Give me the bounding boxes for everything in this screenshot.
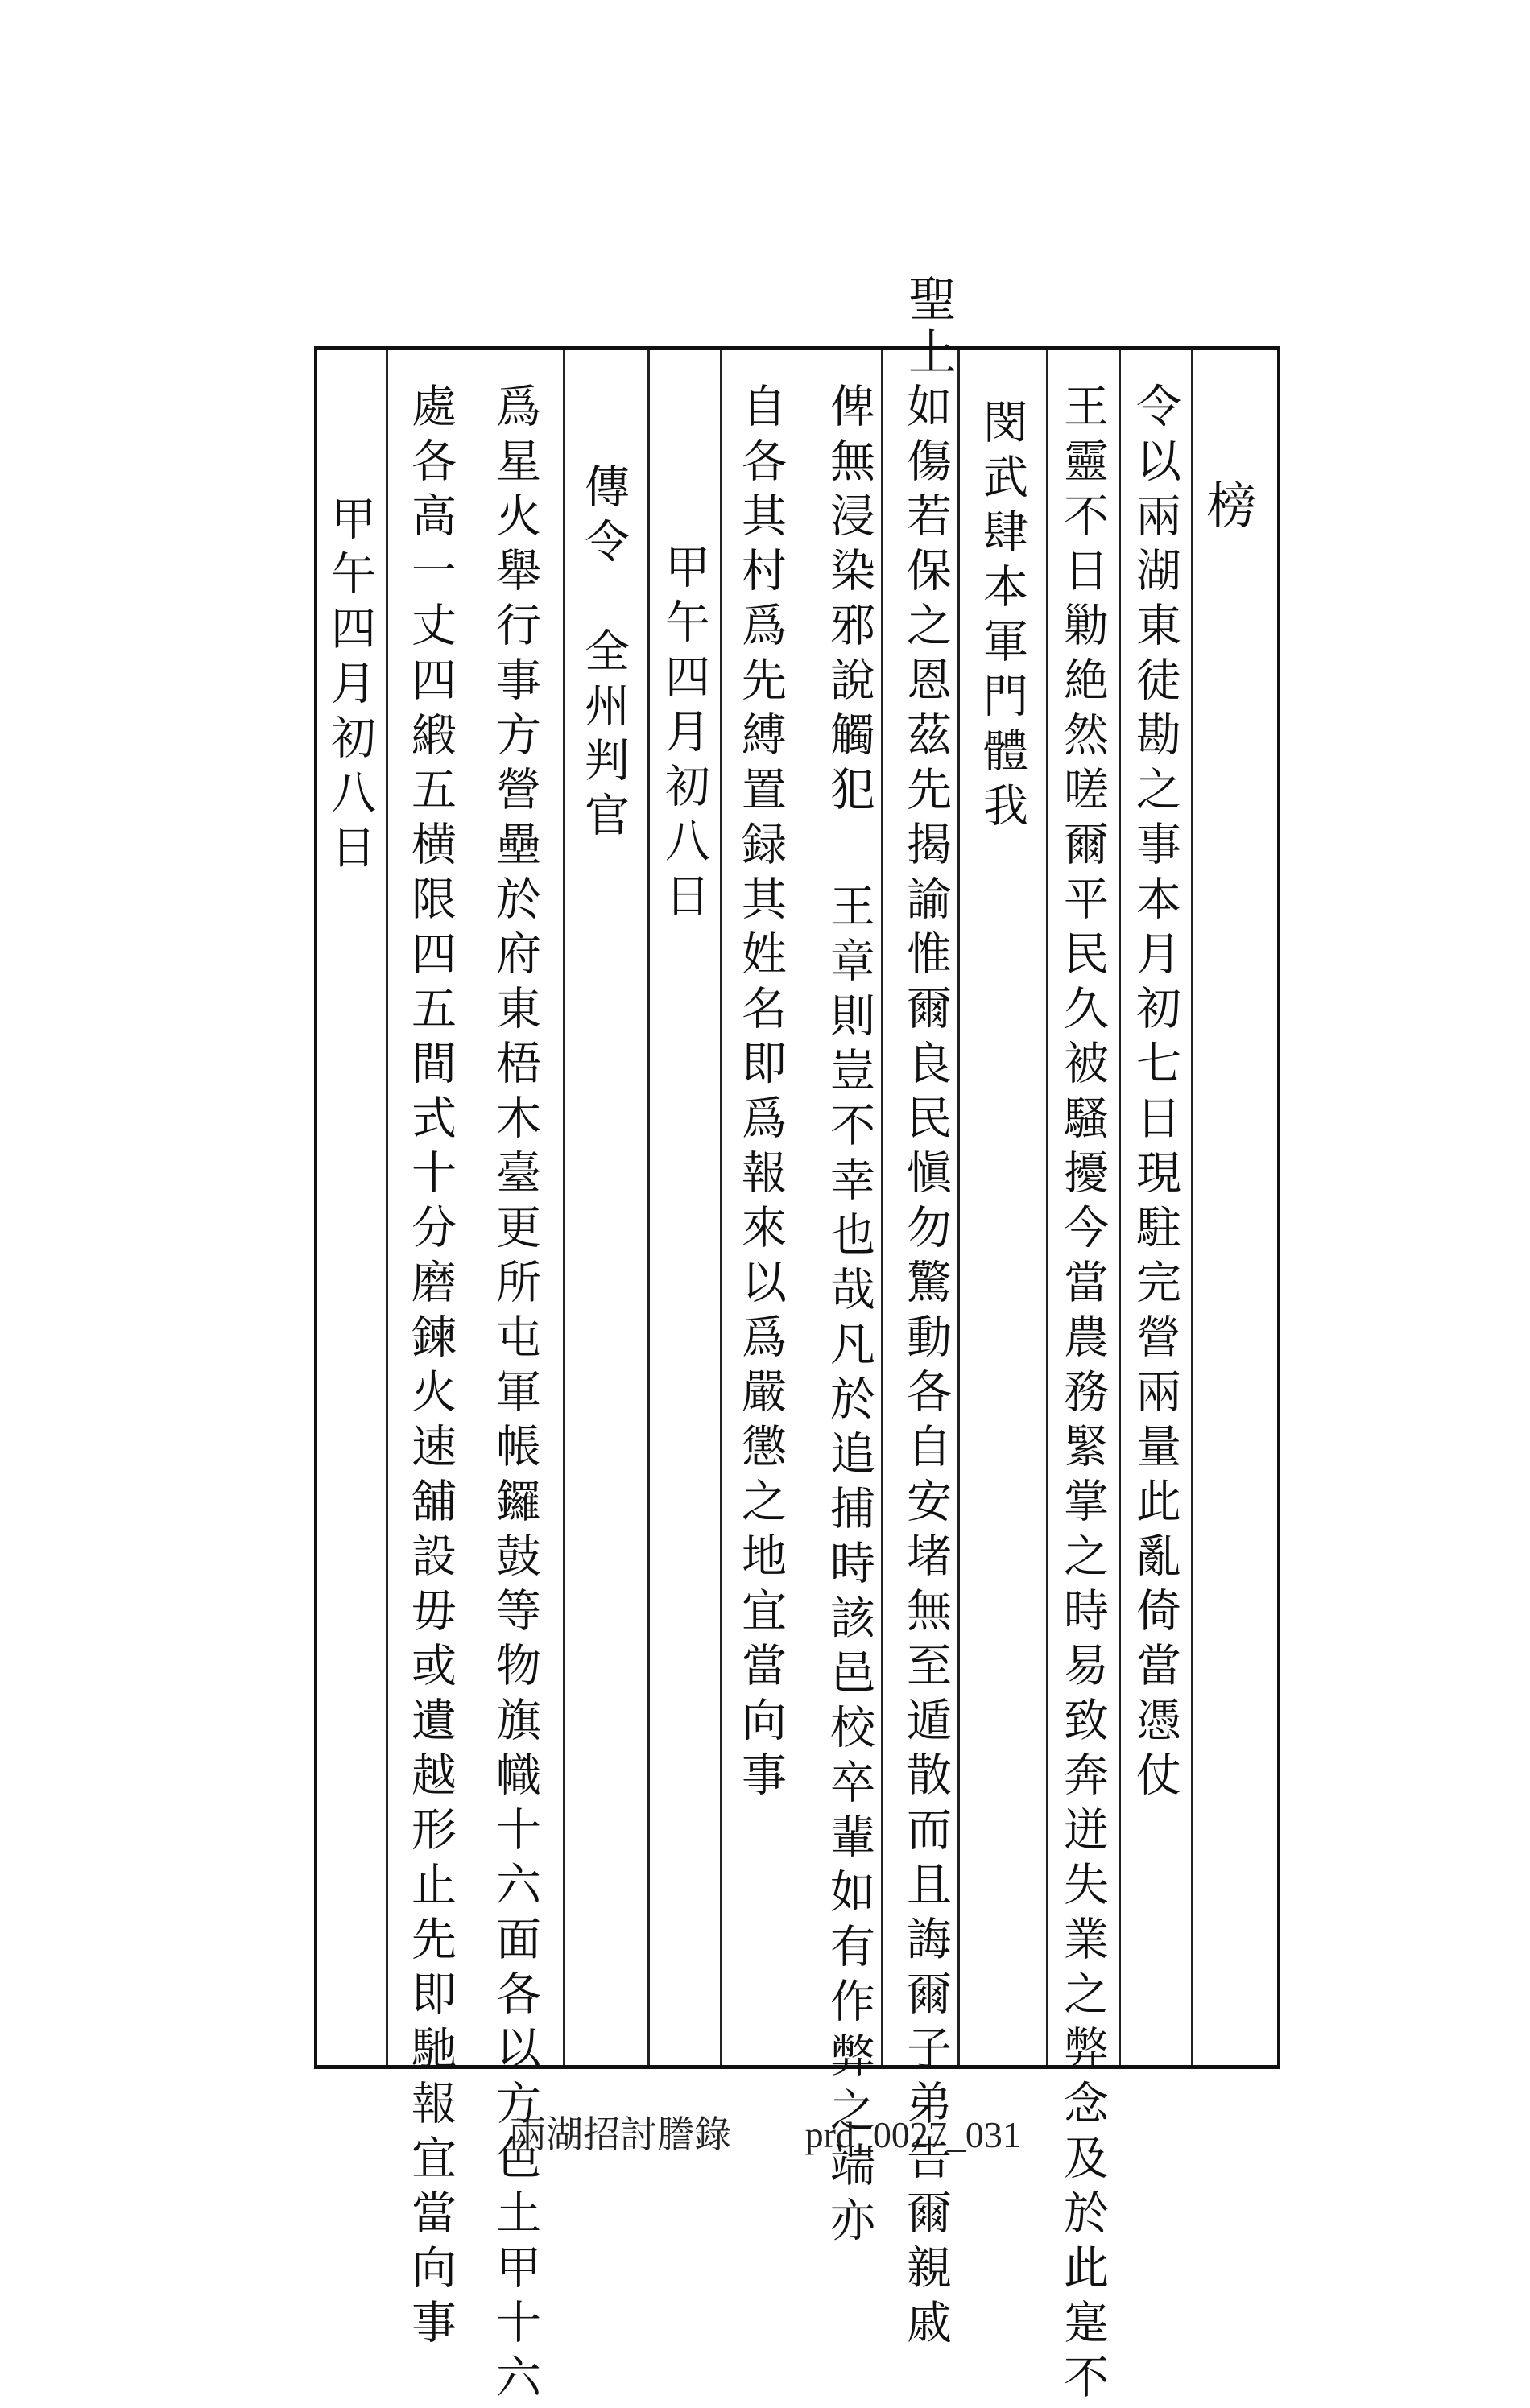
column-rule	[563, 350, 565, 2065]
book-title: 兩湖招討謄錄	[509, 2114, 732, 2155]
date-line-2: 甲午四月初八日	[324, 495, 376, 878]
recipient-line: 傳令 全州判官	[577, 463, 630, 846]
column-rule	[1046, 350, 1048, 2065]
column-rule	[1119, 350, 1121, 2065]
page-footer	[0, 2105, 1530, 2158]
text-column-5: 俾無浸染邪說觸犯 王章則豈不幸也哉凡於追捕時該邑校卒輩如有作弊之端亦	[823, 382, 875, 2251]
date-line-1: 甲午四月初八日	[658, 543, 710, 927]
column-rule	[647, 350, 650, 2065]
text-column-6: 自各其村爲先縛置録其姓名即爲報來以爲嚴懲之地宜當向事	[734, 382, 787, 1806]
above-frame-heading: 聖上	[900, 274, 957, 380]
page-id: prd_0027_031	[804, 2114, 1021, 2155]
text-column-2: 王靈不日勦絶然嗟爾平民久被騷擾今當農務緊掌之時易致奔迸失業之弊念及於此寔不	[1057, 382, 1109, 2408]
text-column-4: 如傷若保之恩茲先揭諭惟爾良民愼勿驚動各自安堵無至遁散而且誨爾子弟告爾親戚	[899, 382, 952, 2353]
column-rule	[1191, 350, 1193, 2065]
text-column-1: 令以兩湖東徒勘之事本月初七日現駐完營兩量此亂倚當憑仗	[1129, 382, 1181, 1806]
column-rule	[720, 350, 722, 2065]
text-column-3: 閔武肆本軍門體我	[976, 399, 1028, 836]
document-title: 榜	[1198, 479, 1257, 537]
column-rule	[957, 350, 960, 2065]
text-column-9: 爲星火舉行事方營壘於府東梧木臺更所屯軍帳鑼鼓等物旗幟十六面各以方色土甲十六	[489, 382, 541, 2408]
column-rule	[386, 350, 388, 2065]
column-rule	[881, 350, 883, 2065]
text-column-10: 處各高一丈四緞五横限四五間式十分磨鍊火速舖設毋或遺越形止先即馳報宜當向事	[404, 382, 457, 2353]
